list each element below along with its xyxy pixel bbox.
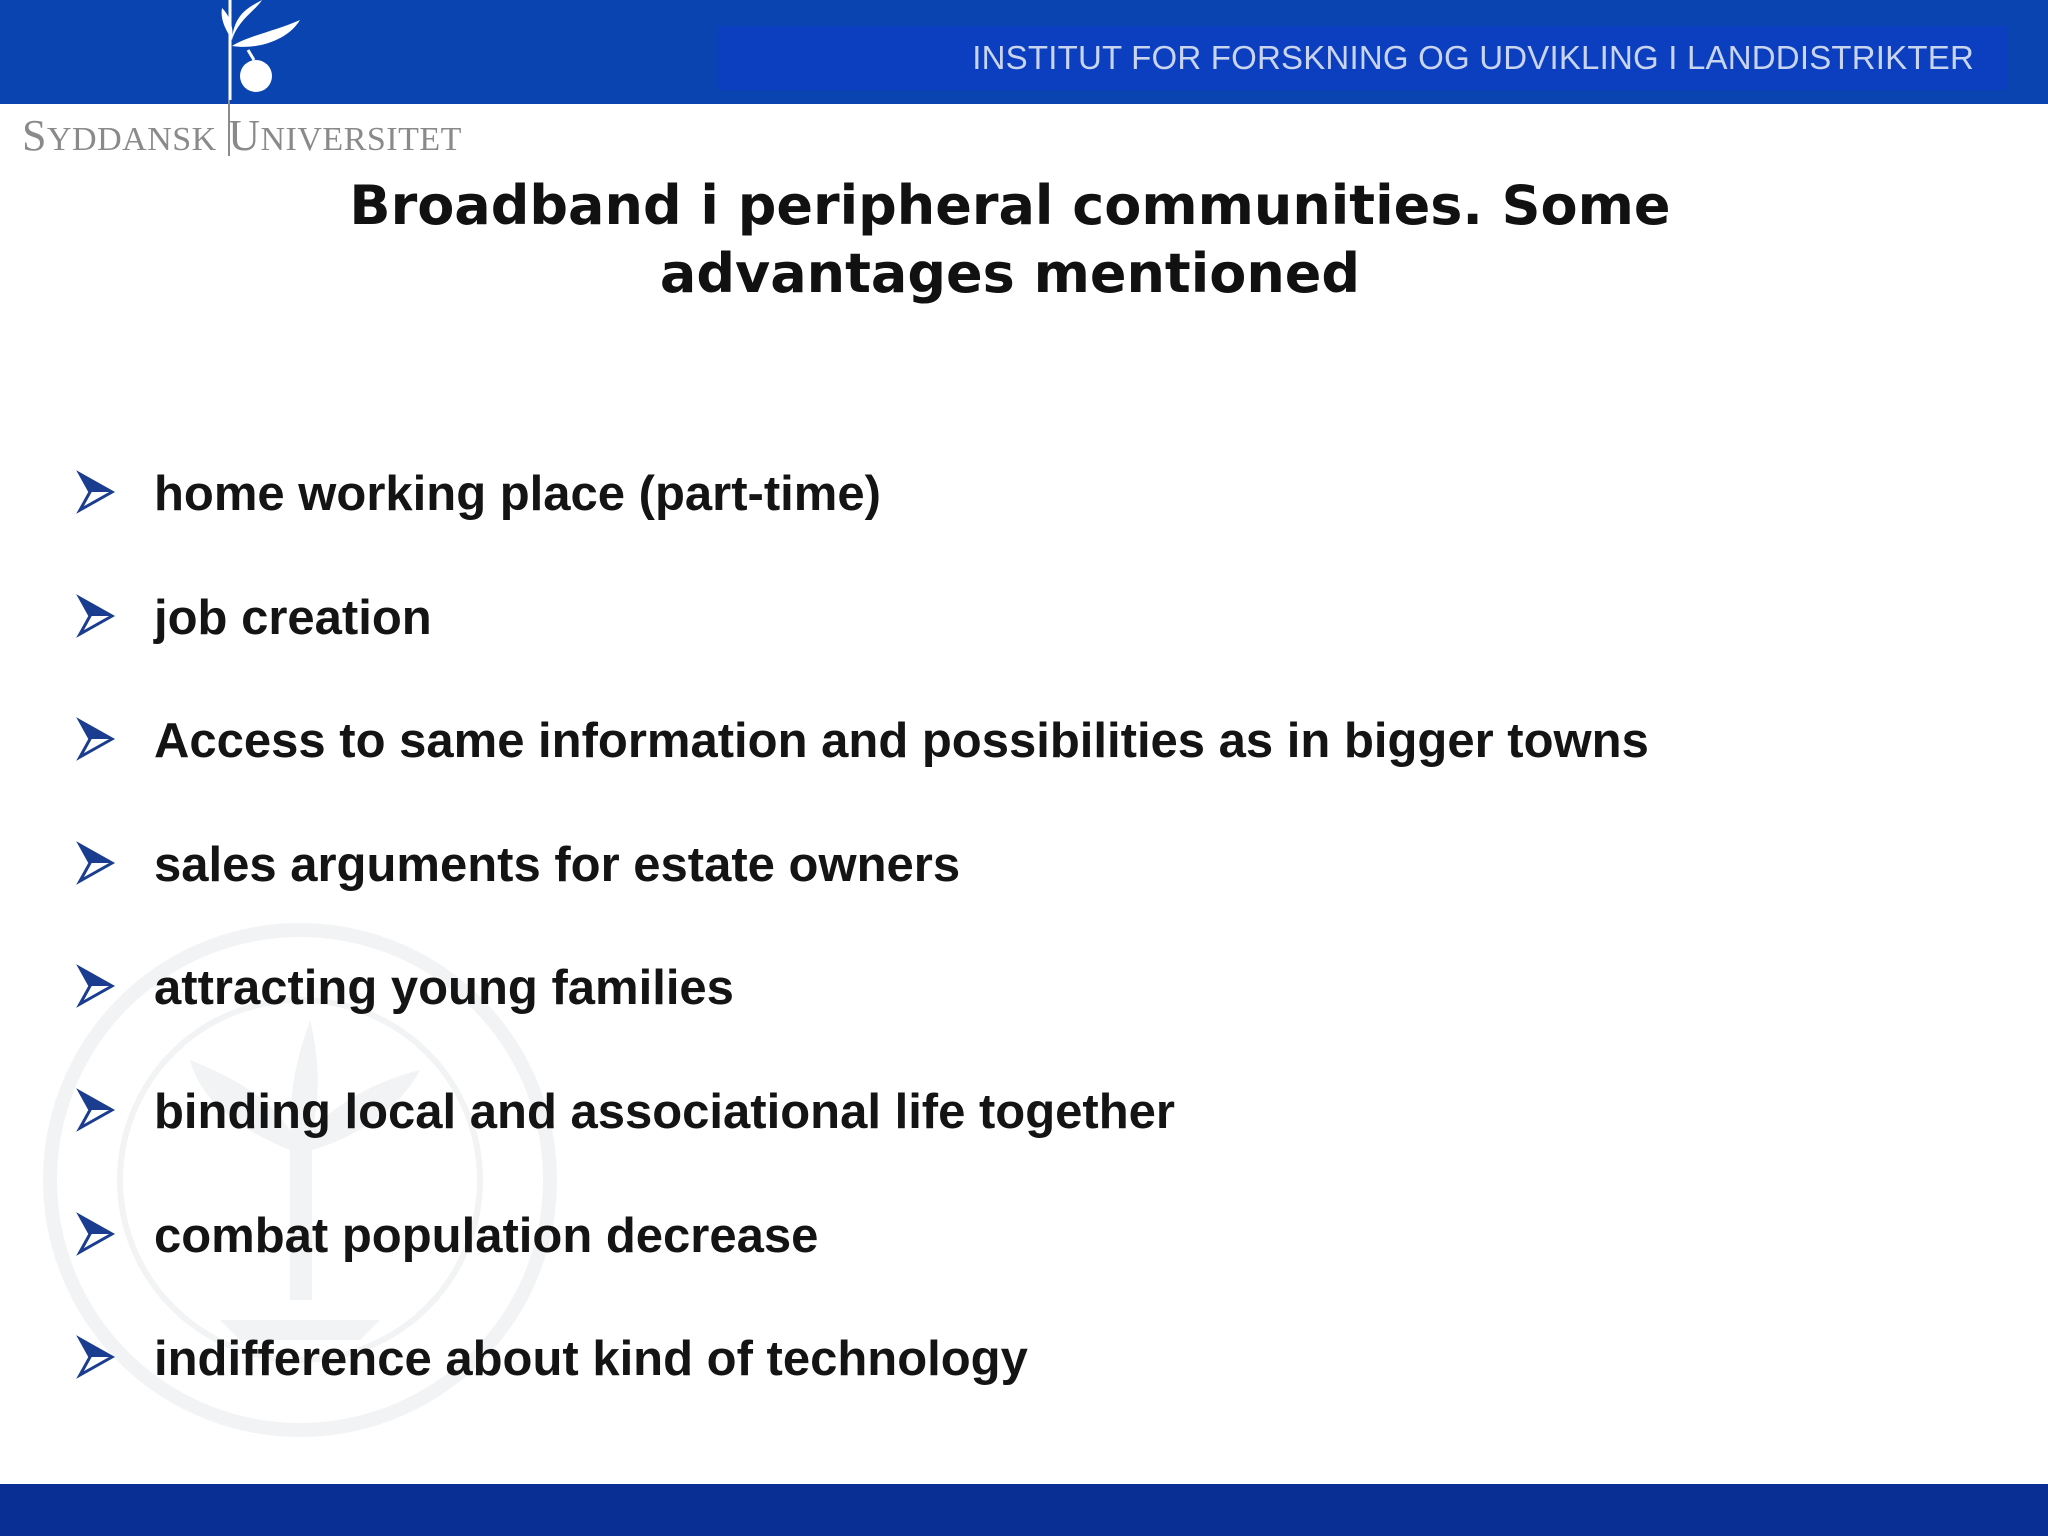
logo-word2-rest: NIVERSITET — [260, 121, 462, 158]
list-item — [76, 458, 1976, 582]
list-item — [76, 1076, 1976, 1200]
slide-title — [220, 172, 1800, 308]
advantages-list — [76, 458, 1976, 1447]
arrowhead-bullet-icon — [76, 705, 154, 763]
footer-bar — [0, 1484, 2048, 1536]
list-item-text: indifference about kind of technology — [154, 1332, 1028, 1387]
institute-name: INSTITUT FOR FORSKNING OG UDVIKLING I LANDDISTRIKTER — [972, 39, 1974, 76]
logo-word1-initial: S — [22, 111, 47, 160]
arrowhead-bullet-icon — [76, 829, 154, 887]
tree-apple-icon — [218, 0, 328, 100]
list-item-text: Access to same information and possibilities as in bigger towns — [154, 714, 1649, 769]
arrowhead-bullet-icon — [76, 458, 154, 516]
arrowhead-bullet-icon — [76, 1323, 154, 1381]
university-logo — [0, 0, 500, 170]
arrowhead-bullet-icon — [76, 1076, 154, 1134]
list-item — [76, 705, 1976, 829]
institute-banner — [718, 26, 2008, 90]
list-item — [76, 952, 1976, 1076]
arrowhead-bullet-icon — [76, 582, 154, 640]
list-item — [76, 829, 1976, 953]
arrowhead-bullet-icon — [76, 1200, 154, 1258]
list-item-text: sales arguments for estate owners — [154, 837, 961, 892]
list-item — [76, 1323, 1976, 1447]
list-item-text: binding local and associational life together — [154, 1084, 1175, 1139]
arrowhead-bullet-icon — [76, 952, 154, 1010]
logo-word1-rest: YDDANSK — [46, 121, 217, 158]
list-item-text: job creation — [154, 590, 432, 645]
slide-title-line1: Broadband i peripheral communities. Some — [349, 174, 1671, 237]
list-item-text: attracting young families — [154, 961, 734, 1016]
list-item-text: home working place (part-time) — [154, 467, 881, 521]
list-item-text: combat population decrease — [154, 1208, 819, 1263]
list-item — [76, 582, 1976, 706]
logo-word2-initial: U — [228, 111, 261, 160]
list-item — [76, 1200, 1976, 1324]
slide-title-line2: advantages mentioned — [659, 242, 1361, 305]
logo-wordmark — [22, 110, 462, 166]
